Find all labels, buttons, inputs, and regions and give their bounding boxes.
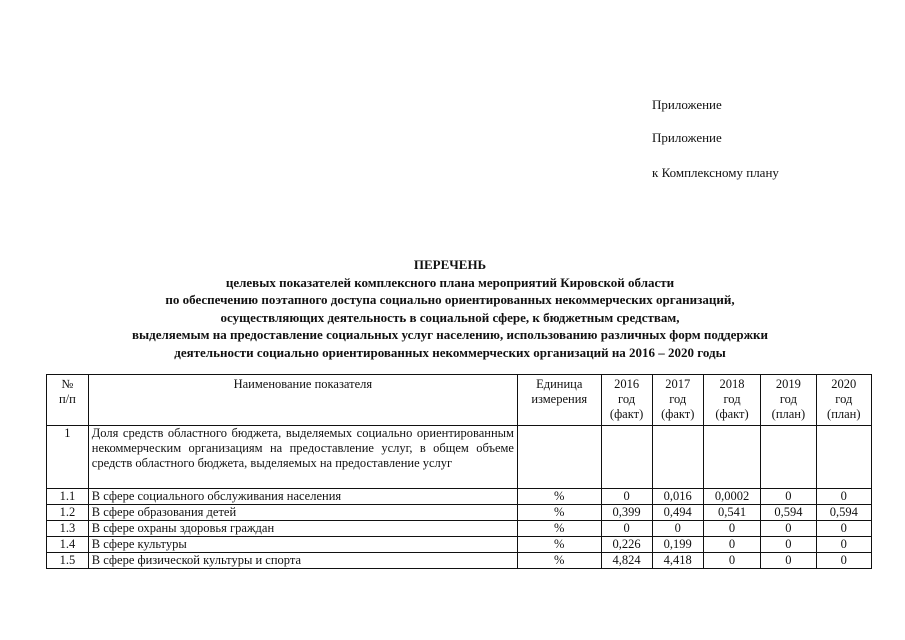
row-unit: % [517, 537, 601, 553]
header-name [88, 375, 517, 426]
row-2017-empty [652, 426, 703, 489]
header-2018 [703, 375, 760, 426]
header-unit-line-2: измерения [531, 392, 588, 406]
row-unit: % [517, 521, 601, 537]
header-2020-kind: (план) [827, 407, 861, 421]
row-num: 1.2 [47, 505, 89, 521]
header-2017-year: 2017 [665, 377, 691, 391]
row-value-2018: 0,0002 [703, 489, 760, 505]
row-value-2017: 0,494 [652, 505, 703, 521]
header-num [47, 375, 89, 426]
row-name: В сфере охраны здоровья граждан [88, 521, 517, 537]
appendix-line-1: Приложение [652, 97, 722, 112]
appendix-line-3: к Комплексному плану [652, 165, 779, 180]
row-2019-empty [761, 426, 816, 489]
row-num: 1 [47, 426, 89, 489]
header-2016-kind: (факт) [609, 407, 644, 421]
header-unit [517, 375, 601, 426]
header-2020 [816, 375, 871, 426]
header-2017-god: год [669, 392, 687, 406]
header-2019-kind: (план) [771, 407, 806, 421]
header-2020-year: 2020 [831, 377, 857, 391]
table-row [47, 553, 872, 569]
row-value-2016: 0 [601, 521, 652, 537]
title-line-3: осуществляющих деятельность в социальной сфере, к бюджетным средствам, [220, 309, 680, 325]
row-name: Доля средств областного бюджета, выделяемых социально ориентированным некоммерческим организациям на предоставление услуг, в общем объеме средств областного бюджета, выделяемых на предоставление услуг [88, 426, 517, 489]
row-value-2019: 0,594 [761, 505, 816, 521]
row-value-2020: 0 [816, 537, 871, 553]
header-2018-kind: (факт) [715, 407, 749, 421]
header-name-text: Наименование показателя [233, 377, 373, 391]
table-header-row [47, 375, 872, 426]
row-value-2018: 0 [703, 521, 760, 537]
row-num: 1.4 [47, 537, 89, 553]
header-2018-year: 2018 [719, 377, 745, 391]
table-row [47, 521, 872, 537]
table-row [47, 489, 872, 505]
header-2016-year: 2016 [614, 377, 640, 391]
row-value-2017: 0,199 [652, 537, 703, 553]
row-name: В сфере социального обслуживания населения [88, 489, 517, 505]
row-unit: % [517, 505, 601, 521]
table-row-main-indicator [47, 426, 872, 489]
header-2020-god: год [835, 392, 853, 406]
row-2016-empty [601, 426, 652, 489]
row-num: 1.1 [47, 489, 89, 505]
row-value-2019: 0 [761, 489, 816, 505]
title-line-2: по обеспечению поэтапного доступа социально ориентированных некоммерческих организаций, [165, 292, 735, 307]
row-num: 1.5 [47, 553, 89, 569]
header-2016 [601, 375, 652, 426]
row-unit: % [517, 489, 601, 505]
row-2020-empty [816, 426, 871, 489]
row-name: В сфере физической культуры и спорта [88, 553, 517, 569]
row-value-2020: 0 [816, 489, 871, 505]
row-value-2018: 0,541 [703, 505, 760, 521]
header-unit-line-1: Единица [536, 377, 583, 391]
header-2019 [761, 375, 816, 426]
row-value-2019: 0 [761, 521, 816, 537]
table-row [47, 505, 872, 521]
title-heading: ПЕРЕЧЕНЬ [413, 257, 487, 272]
row-value-2016: 0 [601, 489, 652, 505]
row-value-2020: 0 [816, 521, 871, 537]
indicators-table [46, 374, 872, 569]
row-unit-empty [517, 426, 601, 489]
header-2019-year: 2019 [775, 377, 801, 391]
row-value-2019: 0 [761, 537, 816, 553]
row-value-2020: 0,594 [816, 505, 871, 521]
row-value-2016: 0,226 [601, 537, 652, 553]
row-value-2019: 0 [761, 553, 816, 569]
header-2018-god: год [723, 392, 741, 406]
header-2017-kind: (факт) [661, 407, 695, 421]
title-line-4: выделяемым на предоставление социальных услуг населению, использованию различных форм поддержки [131, 327, 769, 342]
row-name: В сфере образования детей [88, 505, 517, 521]
document-title [40, 256, 860, 361]
table-row [47, 537, 872, 553]
row-value-2017: 0,016 [652, 489, 703, 505]
header-2019-god: год [779, 392, 797, 406]
row-name: В сфере культуры [88, 537, 517, 553]
row-value-2016: 4,824 [601, 553, 652, 569]
header-2017 [652, 375, 703, 426]
header-2016-god: год [618, 392, 636, 406]
row-value-2018: 0 [703, 553, 760, 569]
appendix-line-2: Приложение [652, 130, 722, 145]
row-unit: % [517, 553, 601, 569]
title-line-5: деятельности социально ориентированных некоммерческих организаций на 2016 – 2020 годы [174, 344, 726, 360]
row-value-2016: 0,399 [601, 505, 652, 521]
header-num-line-2: п/п [58, 392, 76, 406]
title-line-1: целевых показателей комплексного плана мероприятий Кировской области [225, 274, 675, 290]
row-value-2017: 0 [652, 521, 703, 537]
row-2018-empty [703, 426, 760, 489]
header-num-line-1: № [61, 377, 74, 391]
row-value-2020: 0 [816, 553, 871, 569]
row-value-2018: 0 [703, 537, 760, 553]
row-num: 1.3 [47, 521, 89, 537]
row-value-2017: 4,418 [652, 553, 703, 569]
